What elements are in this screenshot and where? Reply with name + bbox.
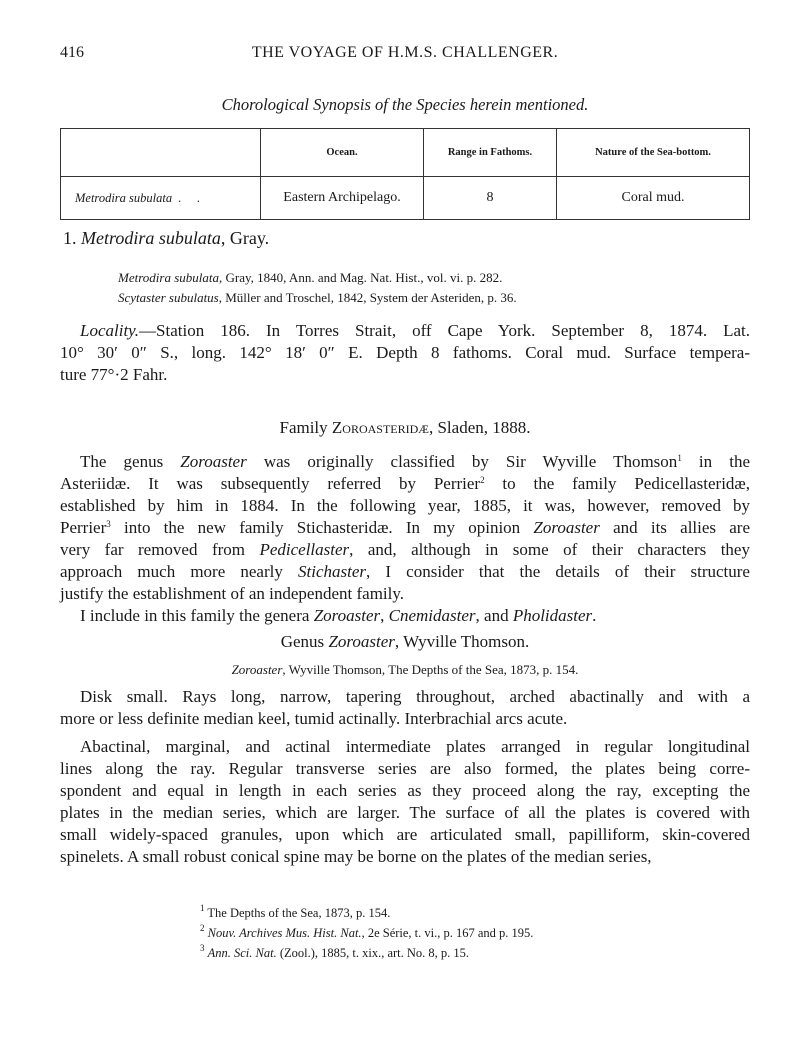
text-line xyxy=(60,451,750,473)
text-run: plates in the median series, which are larger. The surface of all the plates is covered with xyxy=(60,803,750,822)
text-run: was originally classified by Sir Wyville Thomson xyxy=(246,452,678,471)
text-run: Asteriidæ. It was subsequently referred by Perrier xyxy=(60,474,481,493)
text-run: , and xyxy=(475,606,513,625)
text-run: Nouv. Archives Mus. Hist. Nat. xyxy=(207,926,362,940)
text-line xyxy=(60,342,750,364)
genus-description-2 xyxy=(60,736,750,868)
chorological-table xyxy=(60,128,750,220)
text-line xyxy=(118,268,718,288)
synonymy xyxy=(118,268,718,308)
text-run: spinelets. A small robust conical spine may be borne on the plates of the median series, xyxy=(60,847,652,866)
text-run: established by him in 1884. In the following year, 1885, it was, however, removed by xyxy=(60,496,750,515)
text-line xyxy=(60,631,750,653)
text-run: Stichaster xyxy=(298,562,366,581)
table-header: Ocean. xyxy=(261,129,424,177)
text-run: , and, although in some of their characters they xyxy=(349,540,750,559)
text-run: —Station 186. In Torres Strait, off Cape York. September 8, 1874. Lat. xyxy=(139,321,750,340)
text-run: Metrodira subulata xyxy=(81,228,221,248)
footnote-marker: 1 xyxy=(200,903,205,913)
text-line xyxy=(200,943,700,963)
text-line xyxy=(60,686,750,708)
text-run: spondent and equal in length in each series as they proceed along the ray, excepting the xyxy=(60,781,750,800)
text-line xyxy=(60,364,750,386)
text-run: , I consider that the details of their structure xyxy=(366,562,750,581)
text-run: Perrier xyxy=(60,518,107,537)
text-line xyxy=(60,758,750,780)
text-line xyxy=(200,903,700,923)
footnote-marker: 2 xyxy=(480,475,485,485)
genus-reference xyxy=(60,660,750,680)
table-cell-range: 8 xyxy=(424,177,557,220)
text-run: Pholidaster xyxy=(512,606,593,625)
footnote-marker: 3 xyxy=(200,943,205,953)
running-title: THE VOYAGE OF H.M.S. CHALLENGER. xyxy=(251,44,559,61)
text-run: 1. xyxy=(63,228,81,248)
table-header: Nature of the Sea-bottom. xyxy=(557,129,750,177)
text-line xyxy=(118,288,718,308)
text-run: , Wyville Thomson, The Depths of the Sea, 1873, p. 154. xyxy=(282,662,579,677)
text-run: Ann. Sci. Nat. xyxy=(207,946,277,960)
family-paragraph xyxy=(60,451,750,627)
text-run: (Zool.), 1885, t. xix., art. No. 8, p. 15. xyxy=(276,946,470,960)
text-run: in the xyxy=(681,452,750,471)
text-run: , Müller and Troschel, 1842, System der Asteriden, p. 36. xyxy=(218,290,517,305)
text-line xyxy=(60,320,750,342)
text-run: small widely-spaced granules, upon which are articulated small, papilliform, skin-covered xyxy=(60,825,750,844)
text-run: , Wyville Thomson. xyxy=(394,632,530,651)
text-line xyxy=(60,473,750,495)
page-number: 416 xyxy=(60,44,84,61)
text-run: into the new family Stichasteridæ. In my opinion xyxy=(110,518,534,537)
family-heading xyxy=(60,417,750,439)
text-run: The genus xyxy=(80,452,181,471)
text-run: 10° 30′ 0″ S., long. 142° 18′ 0″ E. Depth 8 fathoms. Coral mud. Surface tempera- xyxy=(60,343,750,362)
text-run: Scytaster subulatus xyxy=(118,290,219,305)
text-run: approach much more nearly xyxy=(60,562,298,581)
text-run: , xyxy=(380,606,389,625)
text-line xyxy=(60,824,750,846)
table-header xyxy=(61,129,261,177)
text-run: Zoroasteridæ xyxy=(331,418,429,437)
species-heading xyxy=(63,227,753,249)
text-run: Locality. xyxy=(80,321,140,340)
text-run: lines along the ray. Regular transverse series are also formed, the plates being corre- xyxy=(60,759,750,778)
text-run: Genus xyxy=(280,632,329,651)
text-line xyxy=(60,517,750,539)
text-line xyxy=(63,227,753,249)
footnote-marker: 3 xyxy=(106,519,111,529)
text-run: Pedicellaster xyxy=(259,540,350,559)
table-row xyxy=(61,177,750,220)
table-cell-ocean: Eastern Archipelago. xyxy=(261,177,424,220)
text-run: The Depths of the Sea, 1873, p. 154. xyxy=(204,906,391,920)
text-run: , Sladen, 1888. xyxy=(428,418,531,437)
text-line xyxy=(60,708,750,730)
text-run: Zoroaster xyxy=(533,518,600,537)
text-run: justify the establishment of an independent family. xyxy=(60,584,405,603)
text-line xyxy=(60,539,750,561)
text-line xyxy=(60,561,750,583)
text-run: , 2e Série, t. vi., p. 167 and p. 195. xyxy=(361,926,534,940)
footnote-marker: 1 xyxy=(677,453,682,463)
text-line xyxy=(60,660,750,680)
text-line xyxy=(60,802,750,824)
table-cell-bottom: Coral mud. xyxy=(557,177,750,220)
text-line xyxy=(60,583,750,605)
text-run: Zoroaster xyxy=(180,452,247,471)
text-run: Zoroaster xyxy=(313,606,381,625)
text-run: Zoroaster xyxy=(231,662,283,677)
text-run: Disk small. Rays long, narrow, tapering throughout, arched abactinally and with a xyxy=(80,687,750,706)
text-run: and its allies are xyxy=(599,518,750,537)
text-run: , Gray. xyxy=(220,228,270,248)
text-run: Family xyxy=(279,418,332,437)
text-line xyxy=(60,495,750,517)
genus-description-1 xyxy=(60,686,750,730)
text-run: Metrodira subulata xyxy=(118,270,219,285)
text-run: Cnemidaster xyxy=(388,606,476,625)
text-line xyxy=(60,780,750,802)
table-cell-species: Metrodira subulata . . xyxy=(61,177,261,220)
text-run: Abactinal, marginal, and actinal intermediate plates arranged in regular longitudinal xyxy=(80,737,750,756)
synopsis-title: Chorological Synopsis of the Species herein mentioned. xyxy=(221,95,589,114)
text-line xyxy=(200,923,700,943)
footnote-marker: 2 xyxy=(200,923,205,933)
locality-paragraph xyxy=(60,320,750,386)
text-line xyxy=(60,605,750,627)
text-line xyxy=(60,846,750,868)
text-run: I include in this family the genera xyxy=(80,606,314,625)
genus-heading xyxy=(60,631,750,653)
text-run: . xyxy=(592,606,597,625)
text-run: ture 77°·2 Fahr. xyxy=(60,365,168,384)
table-header-row xyxy=(61,129,750,177)
text-run: very far removed from xyxy=(60,540,260,559)
text-line xyxy=(60,417,750,439)
table-header: Range in Fathoms. xyxy=(424,129,557,177)
text-line xyxy=(60,736,750,758)
text-run: more or less definite median keel, tumid actinally. Interbrachial arcs acute. xyxy=(60,709,568,728)
text-run: Zoroaster xyxy=(328,632,395,651)
text-run: to the family Pedicellasteridæ, xyxy=(484,474,751,493)
footnotes xyxy=(200,903,700,963)
text-run: , Gray, 1840, Ann. and Mag. Nat. Hist., vol. vi. p. 282. xyxy=(219,270,503,285)
